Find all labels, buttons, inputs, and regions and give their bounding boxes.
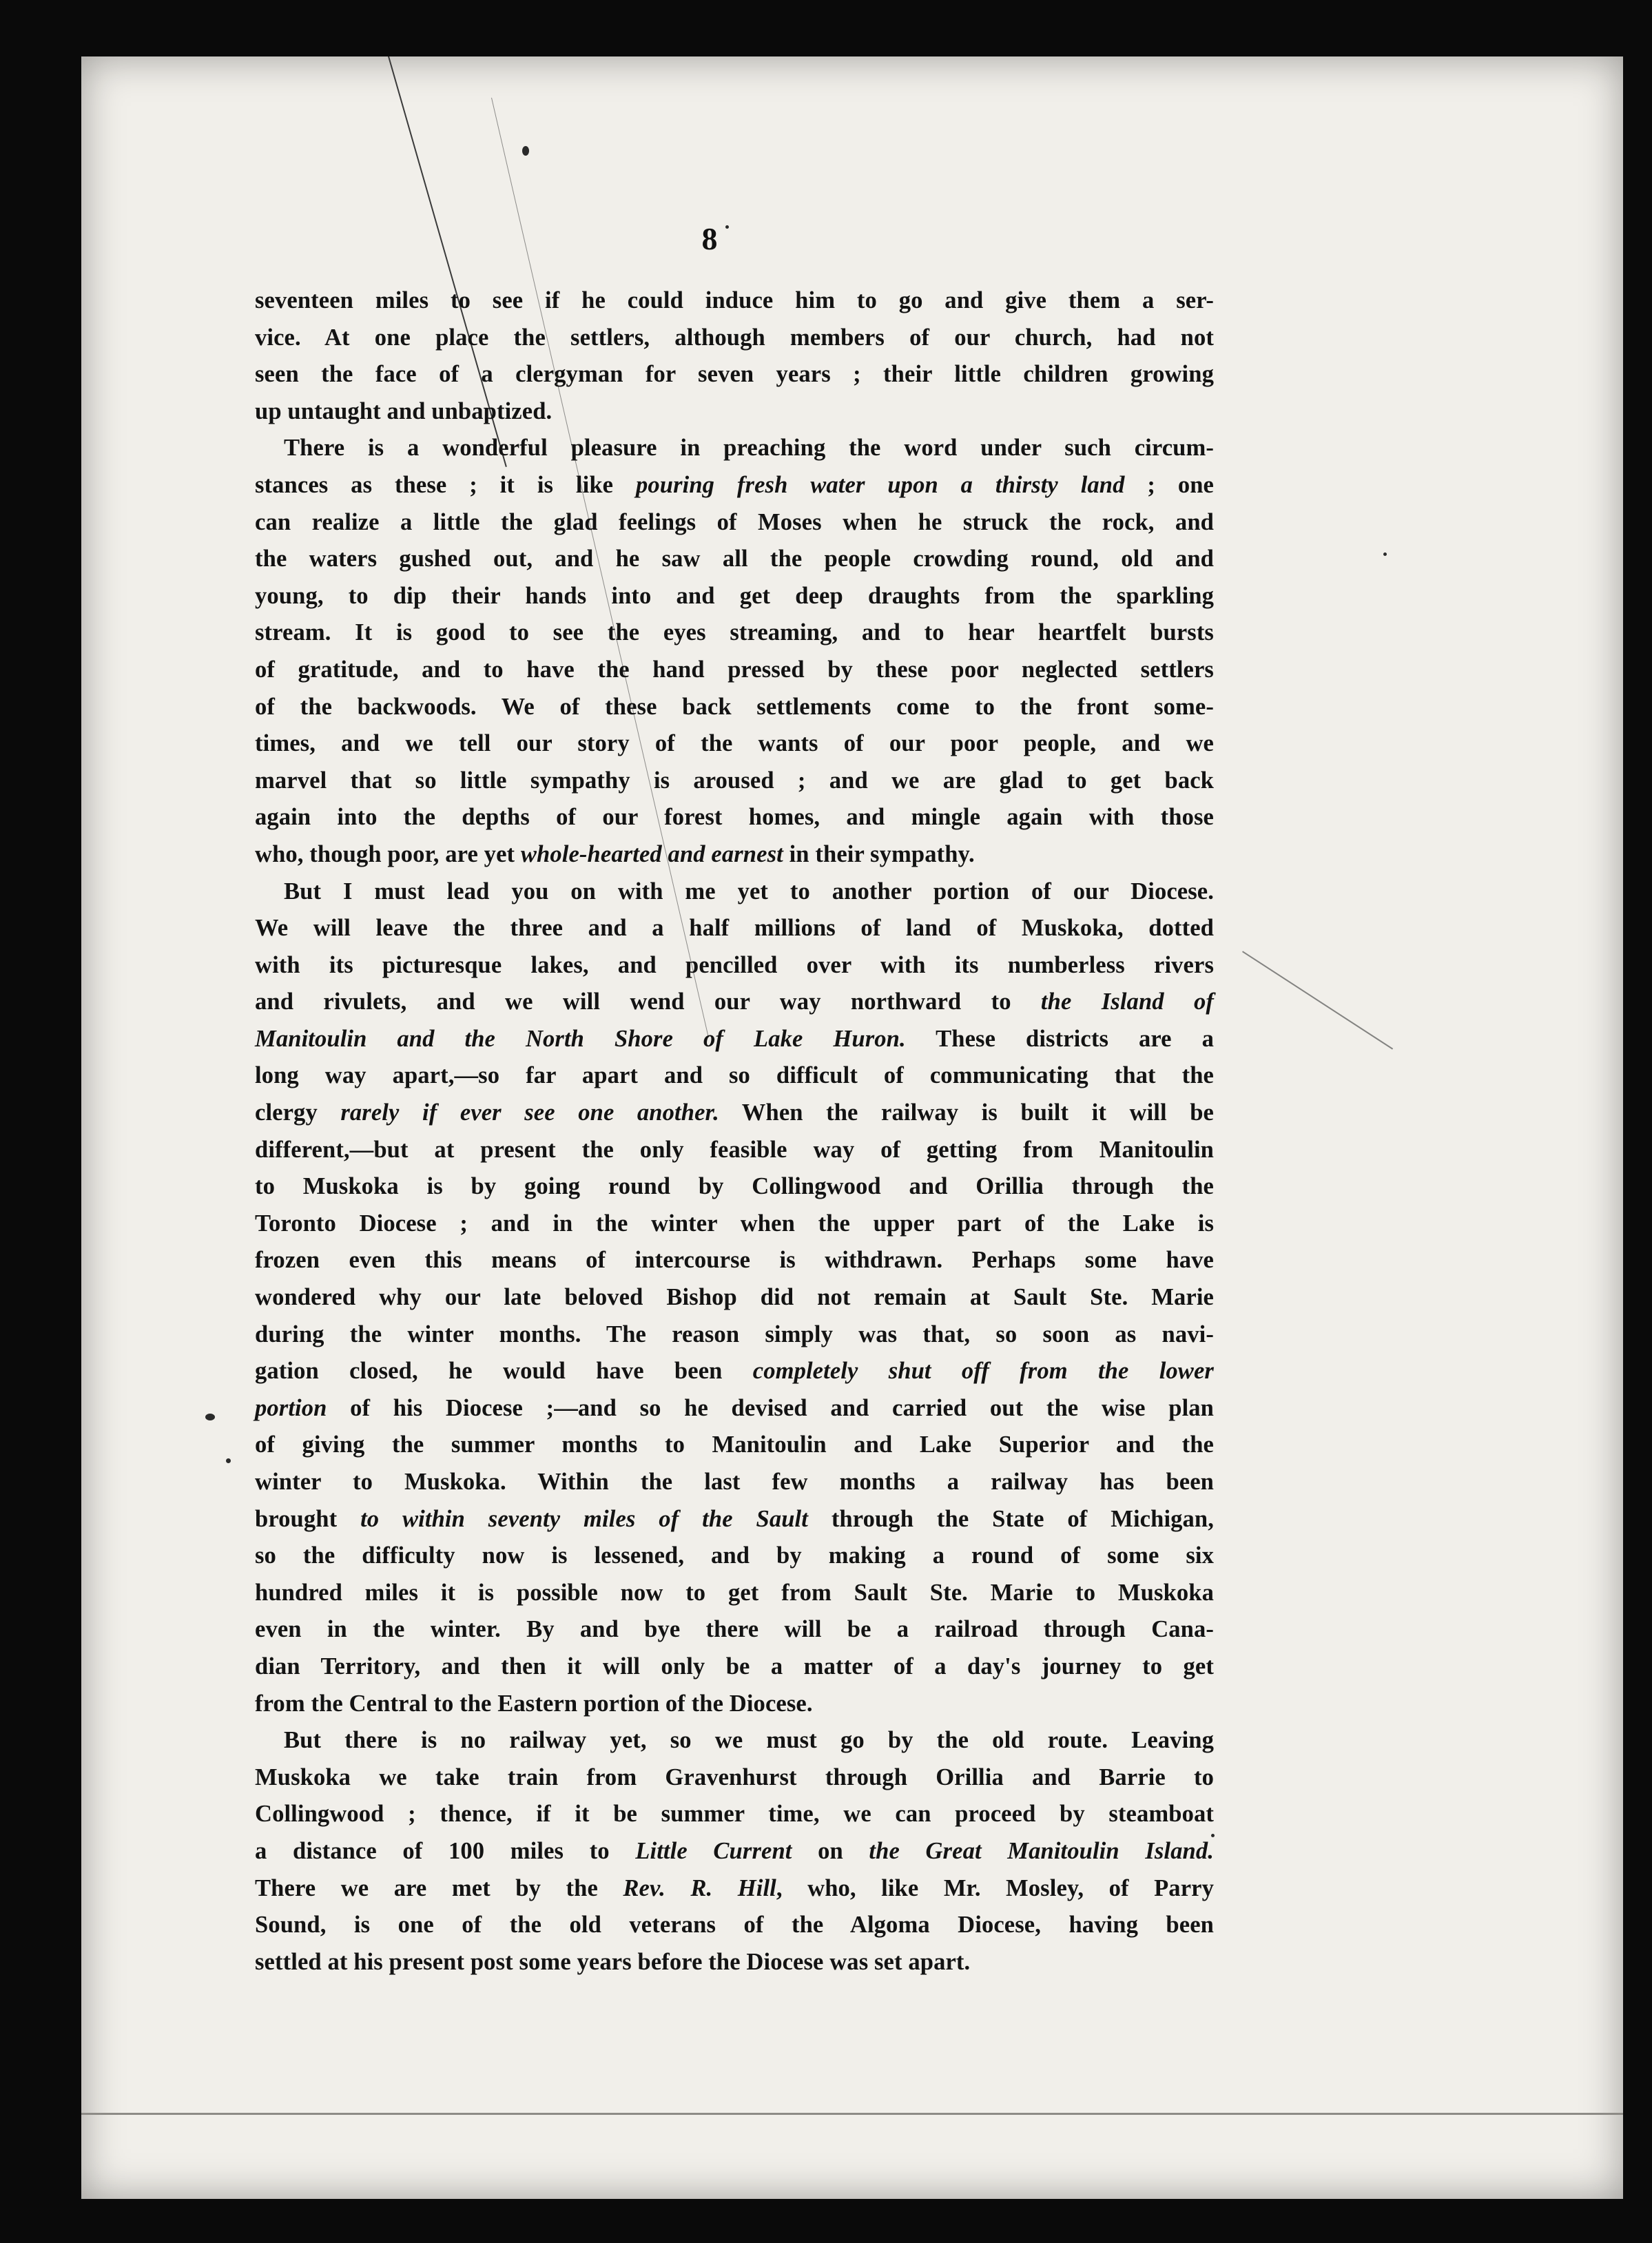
text-line: up untaught and unbaptized. [255, 397, 553, 424]
scan-speck [226, 1458, 231, 1463]
text-line: of the backwoods. We of these back settlements come to the front some- [255, 693, 1214, 720]
scan-speck [1383, 552, 1387, 556]
text-line: again into the depths of our forest homes, and mingle again with those [255, 804, 1214, 831]
text-line: young, to dip their hands into and get deep draughts from the sparkling [255, 582, 1214, 609]
scan-speck [205, 1414, 215, 1420]
text-line: different,—but at present the only feasible way of getting from Manitoulin [255, 1136, 1214, 1163]
text-line: brought to within seventy miles of the Sault through the State of Michigan, [255, 1505, 1215, 1532]
scan-scratch [1242, 951, 1393, 1049]
text-line: Manitoulin and the North Shore of Lake Huron. These districts are a [255, 1025, 1214, 1052]
text-line: stream. It is good to see the eyes streaming, and to hear heartfelt bursts [255, 619, 1214, 646]
text-line: from the Central to the Eastern portion of the Diocese. [255, 1690, 813, 1717]
text-line: We will leave the three and a half millions of land of Muskoka, dotted [255, 915, 1214, 942]
text-line: hundred miles it is possible now to get from Sault Ste. Marie to Muskoka [255, 1579, 1214, 1606]
text-line: during the winter months. The reason simply was that, so soon as navi- [255, 1321, 1214, 1347]
text-line: a distance of 100 miles to Little Current on the Great Manitoulin Island. [255, 1837, 1214, 1864]
text-line: winter to Muskoka. Within the last few months a railway has been [255, 1469, 1214, 1495]
text-line: seen the face of a clergyman for seven years ; their little children growing [255, 361, 1214, 388]
text-line: But I must lead you on with me yet to another portion of our Diocese. [284, 878, 1214, 905]
text-line: of giving the summer months to Manitoulin and Lake Superior and the [255, 1431, 1214, 1458]
text-line: Muskoka we take train from Gravenhurst through Orillia and Barrie to [255, 1764, 1214, 1790]
text-line: the waters gushed out, and he saw all the people crowding round, old and [255, 546, 1214, 572]
text-line: times, and we tell our story of the wants of our poor people, and we [255, 730, 1214, 757]
text-line: vice. At one place the settlers, although members of our church, had not [255, 324, 1214, 351]
text-line: and rivulets, and we will wend our way northward to the Island of [255, 989, 1214, 1015]
text-line: long way apart,—so far apart and so difficult of communicating that the [255, 1062, 1214, 1089]
paragraph [255, 282, 1214, 430]
text-line: gation closed, he would have been completely shut off from the lower [255, 1358, 1214, 1385]
text-line: clergy rarely if ever see one another. When the railway is built it will be [255, 1099, 1214, 1126]
text-line: frozen even this means of intercourse is withdrawn. Perhaps some have [255, 1247, 1214, 1274]
paragraph [255, 430, 1214, 873]
text-line: dian Territory, and then it will only be a matter of a day's journey to get [255, 1653, 1214, 1679]
text-line: portion of his Diocese ;—and so he devised and carried out the wise plan [255, 1394, 1214, 1421]
text-line: There is a wonderful pleasure in preaching the word under such circum- [284, 435, 1214, 462]
text-line: who, though poor, are yet whole-hearted and earnest in their sympathy. [255, 840, 975, 867]
page-number: 8 [701, 221, 718, 256]
text-line: so the difficulty now is lessened, and by making a round of some six [255, 1542, 1214, 1569]
text-line: Collingwood ; thence, if it be summer time, we can proceed by steamboat [255, 1801, 1214, 1828]
text-line: wondered why our late beloved Bishop did not remain at Sault Ste. Marie [255, 1284, 1214, 1311]
text-line: Sound, is one of the old veterans of the Algoma Diocese, having been [255, 1912, 1214, 1939]
text-line: Toronto Diocese ; and in the winter when the upper part of the Lake is [255, 1210, 1214, 1237]
text-line: But there is no railway yet, so we must go by the old route. Leaving [284, 1727, 1214, 1754]
text-line: of gratitude, and to have the hand pressed by these poor neglected settlers [255, 656, 1214, 683]
paragraph [255, 874, 1214, 1723]
text-line: settled at his present post some years before the Diocese was set apart. [255, 1948, 971, 1975]
text-line: with its picturesque lakes, and pencilled over with its numberless rivers [255, 951, 1214, 978]
paragraph [255, 1722, 1214, 1981]
text-line: can realize a little the glad feelings of Moses when he struck the rock, and [255, 508, 1214, 535]
text-line: marvel that so little sympathy is aroused ; and we are glad to get back [255, 767, 1214, 794]
text-line: stances as these ; it is like pouring fresh water upon a thirsty land ; one [255, 471, 1214, 498]
text-line: even in the winter. By and bye there will be a railroad through Cana- [255, 1616, 1214, 1643]
scan-speck [522, 146, 529, 156]
page-fold-line [81, 2113, 1623, 2115]
text-line: to Muskoka is by going round by Collingwood and Orillia through the [255, 1173, 1214, 1200]
text-line: There we are met by the Rev. R. Hill, who, like Mr. Mosley, of Parry [255, 1874, 1214, 1901]
text-line: seventeen miles to see if he could induce him to go and give them a ser- [255, 287, 1214, 313]
body-text [255, 282, 1214, 1981]
